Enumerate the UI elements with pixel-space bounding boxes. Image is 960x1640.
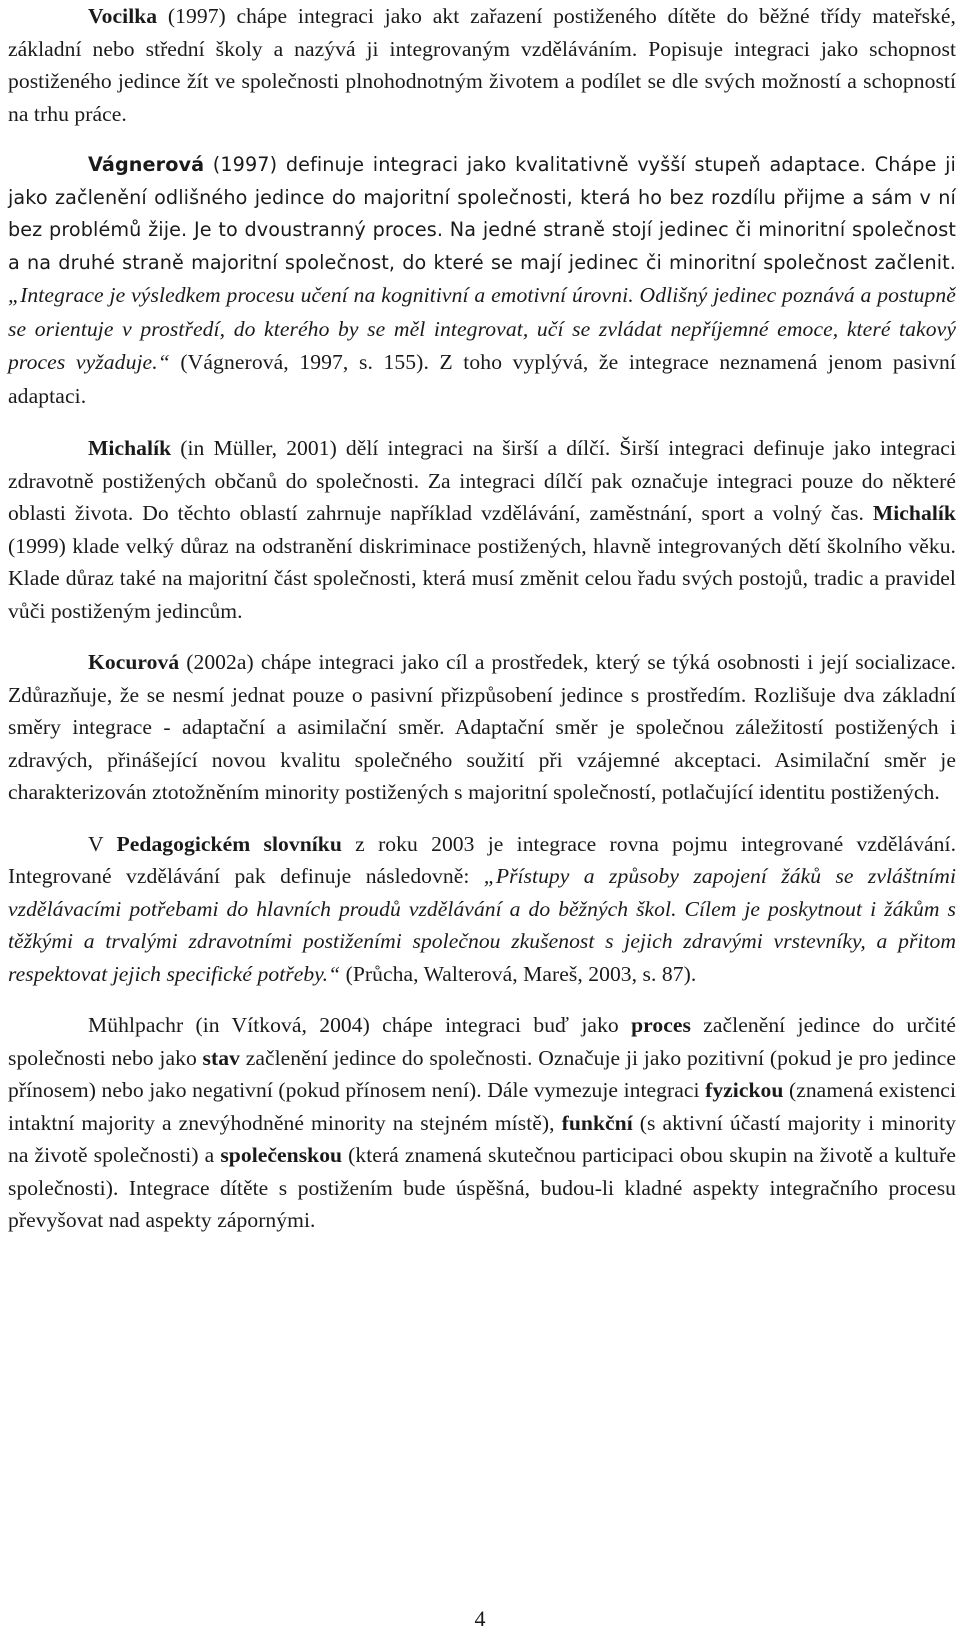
quotation: „Přístupy a způsoby zapojení žáků se zvláštními vzdělávacími potřebami do hlavních proudů vzdělávání a do běžných škol. Cílem je poskytnout i žákům s těžkými a trvalými zdravotními postiženími společnou zkušenost s jejich zdravými vrstevníky, a přitom respektovat jejich specifické potřeby.“ xyxy=(8,864,957,986)
author-name: Michalík xyxy=(88,436,172,460)
author-name: Kocurová xyxy=(88,650,180,674)
paragraph-text: (1999) klade velký důraz na odstranění diskriminace postižených, hlavně integrovaných dětí školního věku. Klade důraz také na majoritní část společnosti, která musí změnit celou řadu svých postojů, tradic a pravidel vůči postiženým jedincům. xyxy=(8,533,956,623)
term: stav xyxy=(202,1045,240,1070)
paragraph-kocurova xyxy=(8,646,956,809)
paragraph-pedagogicky-slovnik xyxy=(8,828,956,991)
author-name: Vocilka xyxy=(88,4,158,28)
page-content xyxy=(8,0,956,1237)
page-number: 4 xyxy=(474,1606,486,1631)
term: fyzickou xyxy=(705,1078,784,1102)
paragraph-text: (která znamená skutečnou participaci obou skupin na životě a kultuře společnosti). Integrace dítěte s postižením bude úspěšná, budou-li kladné aspekty integračního procesu převyšovat nad aspekty zápornými. xyxy=(8,1143,956,1232)
citation: (Vágnerová, 1997, s. 155). Z toho vyplývá, že integrace neznamená jenom pasivní adaptaci. xyxy=(8,350,956,408)
paragraph-text: z roku 2003 je integrace rovna pojmu integrované vzdělávání. Integrované vzdělávání pak definuje následovně: xyxy=(8,831,957,888)
paragraph-text: (s aktivní účastí majority i minority na životě společnosti) a xyxy=(8,1110,956,1167)
paragraph-text: (znamená existenci intaktní majority a znevýhodněné minority na stejném místě), xyxy=(8,1078,956,1135)
paragraph-muhlpachr xyxy=(8,1009,956,1237)
quotation: „Integrace je výsledkem procesu učení na kognitivní a emotivní úrovni. Odlišný jedinec poznává a postupně se orientuje v prostředí, do kterého by se měl integrovat, učí se zvládat nepříjemné emoce, které takový proces vyžaduje.“ xyxy=(8,283,956,374)
term: společenskou xyxy=(220,1143,343,1167)
paragraph-text: V xyxy=(88,831,117,856)
paragraph-text: (1997) definuje integraci jako kvalitativně vyšší stupeň adaptace. Chápe ji jako začlenění odlišného jedince do majoritní společnosti, která ho bez rozdílu přijme a sám v ní bez problémů žije. Je to dvoustranný proces. Na jedné straně stojí jedinec či minoritní společnost a na druhé straně majoritní společnost, do které se mají jedinec či minoritní společnost začlenit. xyxy=(8,153,956,274)
paragraph-vagnerova xyxy=(8,149,956,413)
paragraph-text: (1997) chápe integraci jako akt zařazení postiženého dítěte do běžné třídy mateřské, základní nebo střední školy a nazývá ji integrovaným vzděláváním. Popisuje integraci jako schopnost postiženého jedince žít ve společnosti plnohodnotným životem a podílet se dle svých možností a schopností na trhu práce. xyxy=(8,4,956,126)
author-name: Vágnerová xyxy=(88,153,205,176)
source-title: Pedagogickém slovníku xyxy=(116,831,342,856)
paragraph-vocilka xyxy=(8,0,956,130)
paragraph-michalik xyxy=(8,432,956,627)
paragraph-text: Mühlpachr (in Vítková, 2004) chápe integraci buď jako xyxy=(88,1013,632,1037)
citation: (Průcha, Walterová, Mareš, 2003, s. 87). xyxy=(340,961,697,986)
term: proces xyxy=(631,1013,691,1037)
term: funkční xyxy=(561,1110,633,1135)
paragraph-text: (2002a) chápe integraci jako cíl a prostředek, který se týká osobnosti i její socializace. Zdůrazňuje, že se nesmí jednat pouze o pasivní přizpůsobení jedince s prostředím. Rozlišuje dva základní směry integrace - adaptační a asimilační směr. Adaptační směr je společnou záležitostí postižených i zdravých, přinášející novou kvalitu společného soužití při vzájemné akceptaci. Asimilační směr je charakterizován ztotožněním minority postižených s majoritní společností, potlačující identitu postižených. xyxy=(8,650,956,804)
paragraph-text: začlenění jedince do společnosti. Označuje ji jako pozitivní (pokud je pro jedince přínosem) nebo jako negativní (pokud přínosem není). Dále vymezuje integraci xyxy=(8,1045,956,1102)
paragraph-text: začlenění jedince do určité společnosti nebo jako xyxy=(8,1013,956,1070)
author-name: Michalík xyxy=(872,501,956,525)
paragraph-text: (in Müller, 2001) dělí integraci na širší a dílčí. Širší integraci definuje jako integraci zdravotně postižených občanů do společnosti. Za integraci dílčí pak označuje integraci pouze do některé oblasti života. Do těchto oblastí zahrnuje například vzdělávání, zaměstnání, sport a volný čas. xyxy=(8,436,956,525)
